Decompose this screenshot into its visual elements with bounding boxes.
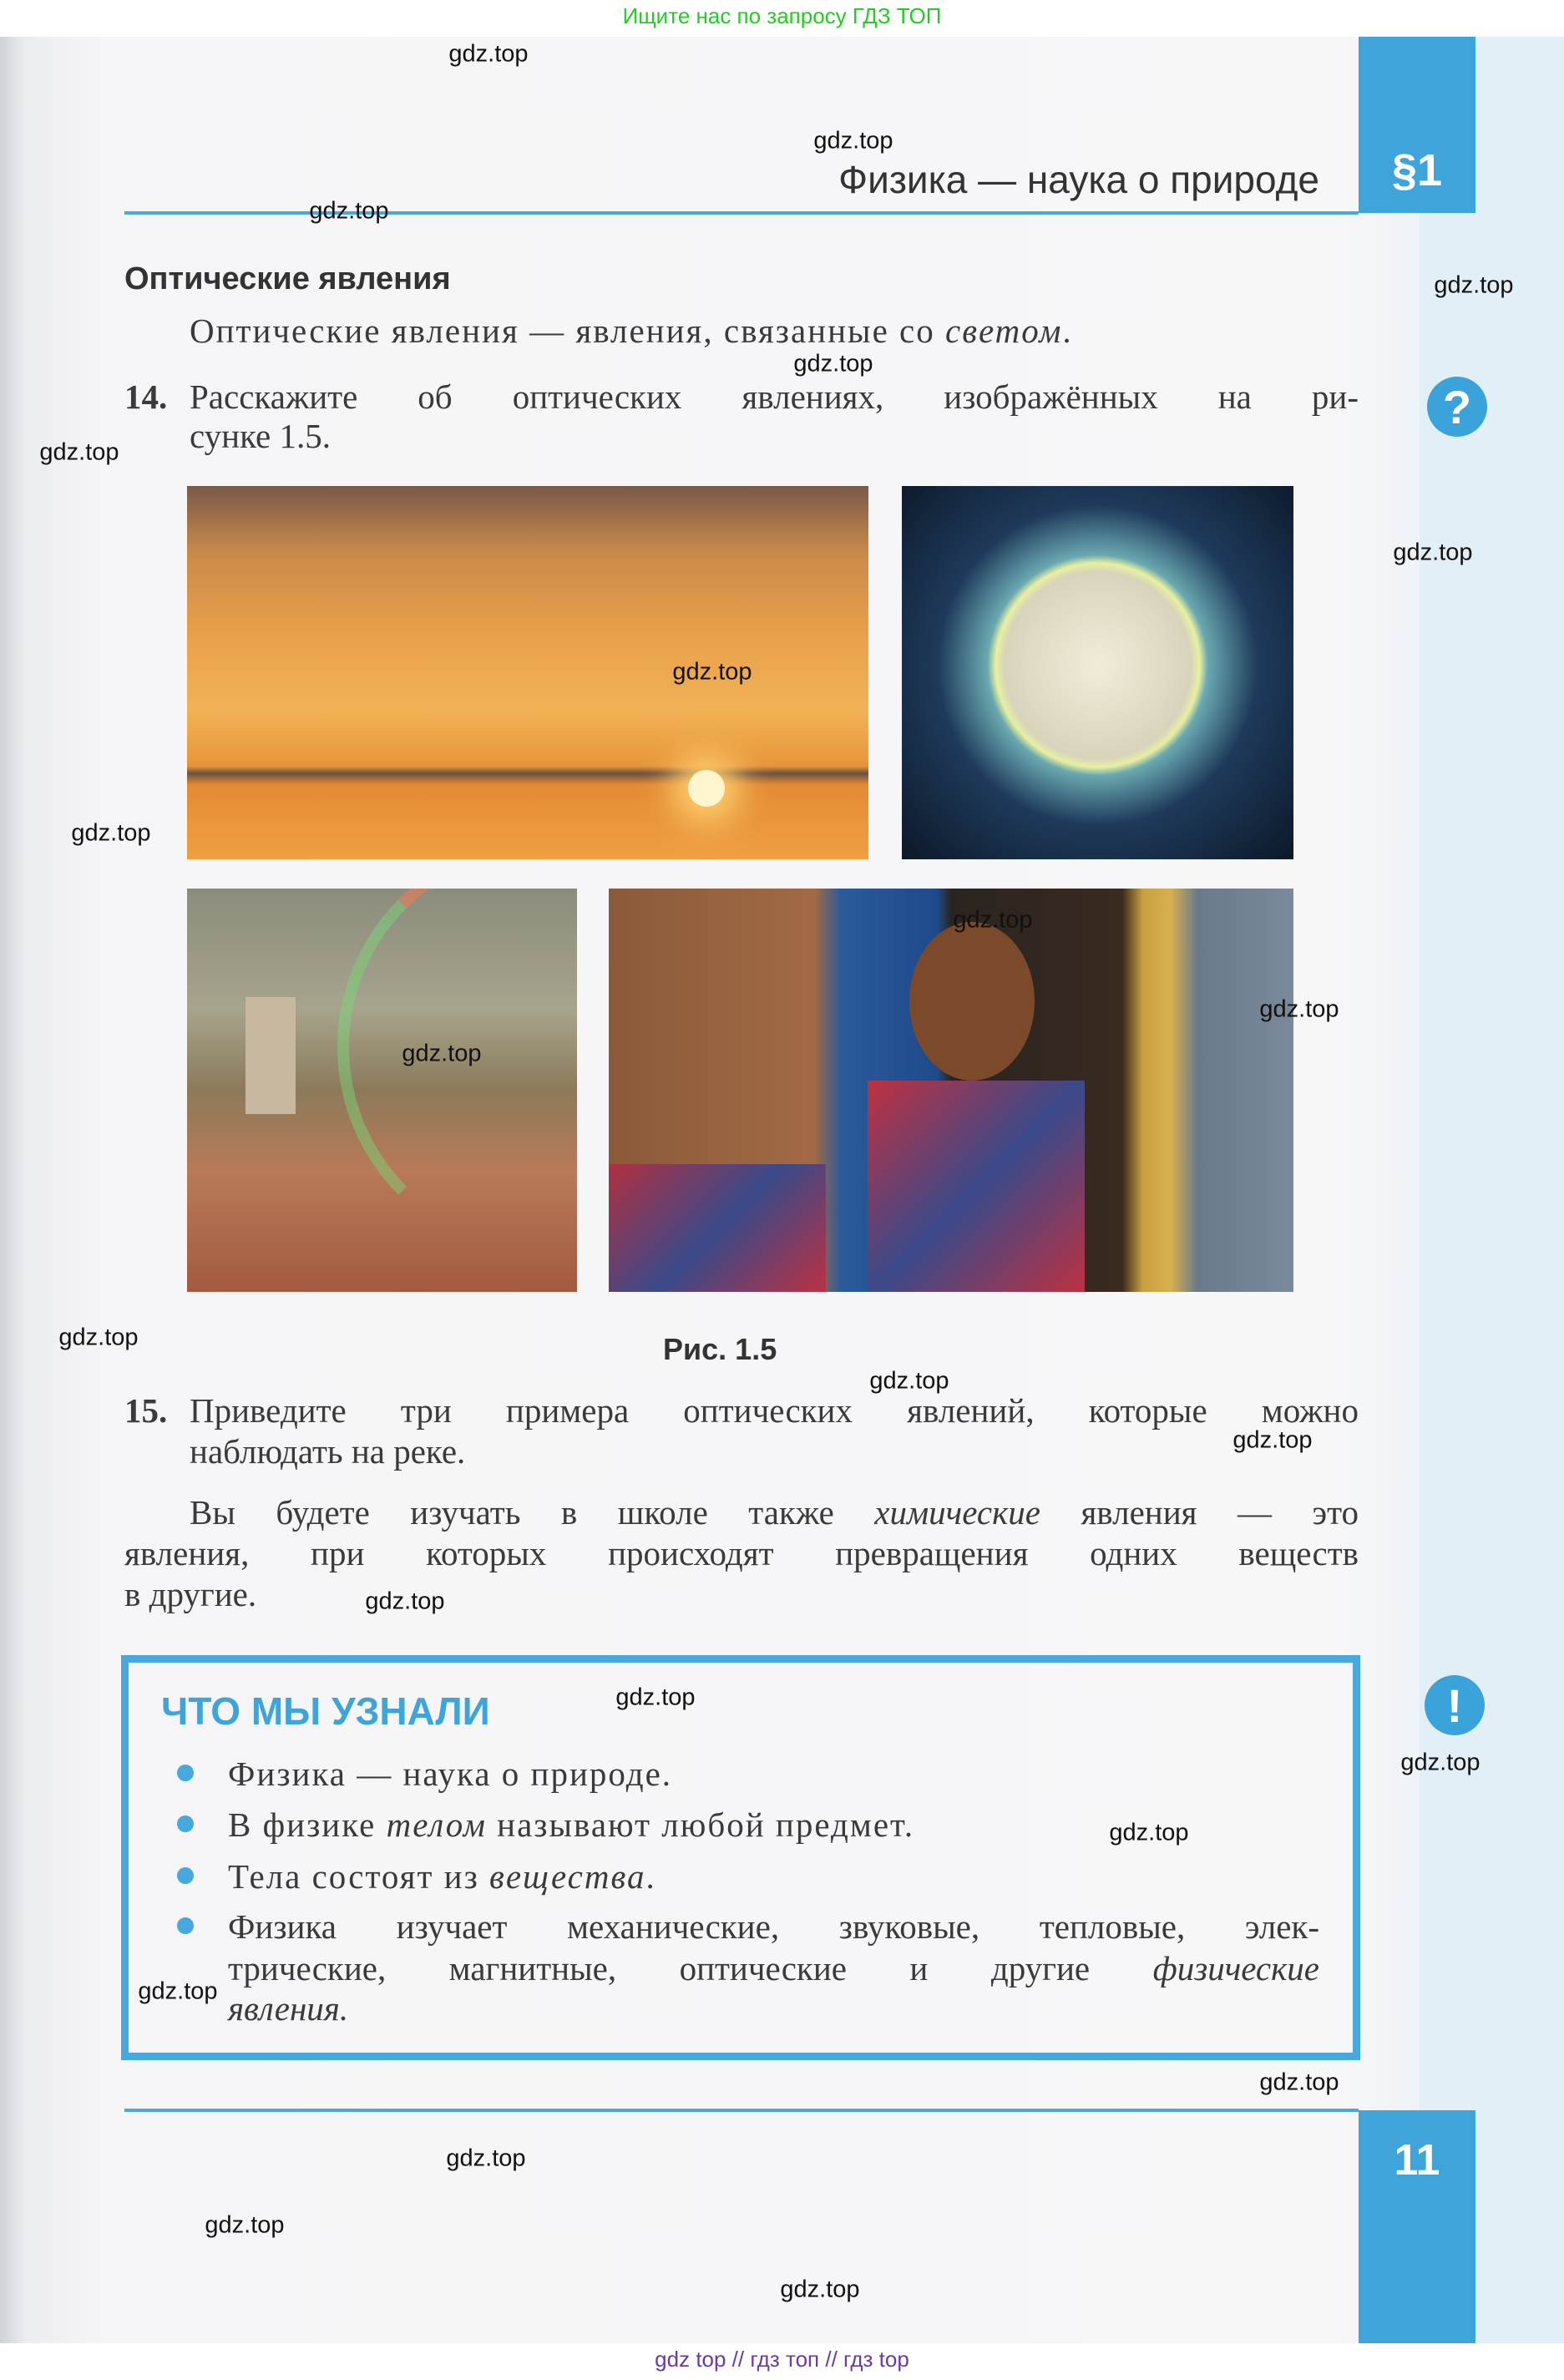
section-tab	[1359, 37, 1475, 213]
task-15-line: Приведите три примера оптических явлений, которые можно	[190, 1391, 1359, 1430]
watermark: gdz.top	[780, 2276, 860, 2303]
watermark: gdz.top	[138, 1977, 218, 2005]
watermark: gdz.top	[446, 2145, 526, 2172]
section-number: §1	[1391, 145, 1443, 195]
watermark: gdz.top	[1259, 995, 1339, 1023]
section-heading: Оптические явления	[124, 261, 451, 296]
question-icon: ?	[1427, 377, 1487, 437]
watermark: gdz.top	[793, 350, 873, 377]
task-15-number: 15.	[124, 1391, 168, 1430]
paragraph-line: в другие.	[124, 1575, 257, 1613]
task-14-line: Расскажите об оптических явлениях, изображённых на ри-	[190, 377, 1359, 416]
summary-item: В физике телом называют любой предмет.	[228, 1805, 915, 1844]
watermark: gdz.top	[71, 819, 151, 847]
task-14-line: сунке 1.5.	[190, 417, 331, 455]
page-number: 11	[1394, 2136, 1440, 2185]
summary-item-cont: трические, магнитные, оптические и другие физические	[228, 1949, 1319, 1988]
watermark: gdz.top	[402, 1040, 482, 1067]
bullet-icon	[177, 1867, 194, 1884]
watermark: gdz.top	[1109, 1819, 1189, 1846]
watermark: gdz.top	[1400, 1749, 1480, 1776]
watermark: gdz.top	[1434, 271, 1514, 299]
watermark: gdz.top	[205, 2211, 285, 2239]
watermark: gdz.top	[869, 1367, 949, 1395]
watermark: gdz.top	[615, 1684, 696, 1711]
footer-divider	[124, 2109, 1359, 2112]
bullet-icon	[177, 1765, 194, 1781]
summary-title: ЧТО МЫ УЗНАЛИ	[161, 1689, 490, 1733]
watermark: gdz.top	[1232, 1426, 1313, 1454]
footer-links[interactable]: gdz top // гдз топ // гдз top	[655, 2347, 909, 2372]
watermark: gdz.top	[309, 197, 389, 225]
summary-item: Физика изучает механические, звуковые, тепловые, элек-	[228, 1907, 1319, 1946]
rainbow-photo	[187, 889, 577, 1292]
page-header-title: Физика — наука о природе	[838, 158, 1319, 201]
mirror-photo	[609, 889, 1293, 1292]
watermark: gdz.top	[953, 906, 1033, 934]
watermark: gdz.top	[1393, 539, 1473, 566]
watermark: gdz.top	[448, 40, 529, 68]
sunset-photo	[187, 486, 868, 859]
figure-caption: Рис. 1.5	[663, 1332, 777, 1366]
watermark: gdz.top	[672, 658, 752, 686]
summary-item: Тела состоят из вещества.	[228, 1857, 656, 1896]
task-15-line: наблюдать на реке.	[190, 1432, 466, 1471]
summary-item-cont: явления.	[228, 1989, 349, 2028]
page-number-tab	[1359, 2110, 1475, 2343]
definition: Оптические явления — явления, связанные со светом.	[190, 311, 1073, 350]
exclamation-icon: !	[1425, 1675, 1485, 1735]
watermark: gdz.top	[39, 438, 119, 466]
bullet-icon	[177, 1815, 194, 1832]
top-banner[interactable]: Ищите нас по запросу ГДЗ ТОП	[622, 3, 942, 28]
paragraph-line: явления, при которых происходят превращения одних веществ	[124, 1534, 1359, 1572]
summary-item: Физика — наука о природе.	[228, 1755, 673, 1793]
watermark: gdz.top	[365, 1588, 445, 1615]
moon-photo	[902, 486, 1293, 859]
task-14-number: 14.	[124, 377, 168, 416]
bullet-icon	[177, 1917, 194, 1934]
paragraph-line: Вы будете изучать в школе также химические явления — это	[190, 1493, 1359, 1532]
watermark: gdz.top	[58, 1324, 139, 1351]
watermark: gdz.top	[813, 127, 893, 154]
watermark: gdz.top	[1259, 2069, 1339, 2096]
